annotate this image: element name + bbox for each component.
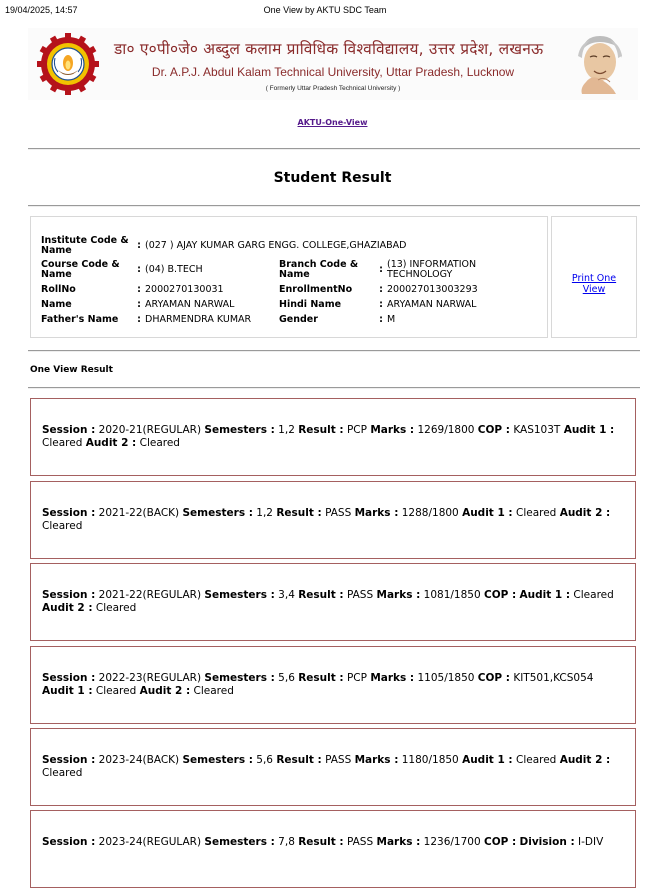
result-field-value: 1,2 [256,507,273,519]
university-banner [28,28,638,100]
result-field-label: Marks : [354,754,399,766]
print-panel [551,216,637,338]
gender-value: M [387,313,396,325]
result-field-value: KIT501,KCS054 [513,672,594,684]
result-card-text [42,424,624,450]
result-field-label: Result : [298,589,344,601]
result-field-label: Result : [298,836,344,848]
print-header [0,0,650,20]
result-field-label: COP : [477,672,510,684]
student-info-table [41,234,497,327]
name-value: ARYAMAN NARWAL [145,298,235,310]
result-field-label: Result : [276,754,322,766]
result-field-label: COP : [483,836,517,848]
result-field-value: 1236/1700 [423,836,481,848]
father-name-label: Father's Name [41,313,119,325]
result-field-label: Audit 1 : [42,685,93,697]
print-page-title: One View by AKTU SDC Team [263,5,387,15]
result-field-value: Cleared [139,437,180,449]
result-field-label: Result : [276,507,322,519]
result-field-label: Audit 2 : [559,754,611,766]
result-field-value: 5,6 [278,672,295,684]
result-field-value: Cleared [95,602,137,614]
result-field-value: 7,8 [278,836,295,848]
print-one-view-link[interactable]: Print One View [571,273,617,295]
university-name-english: Dr. A.P.J. Abdul Kalam Technical University, Uttar Pradesh, Lucknow [151,65,515,79]
result-field-label: Semesters : [204,589,275,601]
father-name-value: DHARMENDRA KUMAR [145,313,252,325]
result-field-value: Cleared [515,507,557,519]
result-field-label: Division : [519,836,575,848]
result-card [30,646,636,724]
aktu-one-view-link[interactable]: AKTU-One-View [297,118,368,127]
result-field-label: Audit 2 : [85,437,137,449]
page-title: Student Result [273,170,392,186]
result-field-label: Semesters : [204,672,275,684]
name-label: Name [41,298,72,310]
result-field-value: 1269/1800 [417,424,475,436]
result-field-label: Marks : [376,836,421,848]
result-field-label: COP : [483,589,517,601]
course-label: Course Code & Name [41,259,120,280]
result-card-text [42,836,624,849]
result-card [30,728,636,806]
result-field-value: Cleared [42,767,83,779]
result-field-label: Semesters : [182,754,253,766]
result-field-label: Audit 1 : [462,754,513,766]
university-name-hindi: डा० ए०पी०जे० अब्दुल कलाम प्राविधिक विश्वविद्यालय, उत्तर प्रदेश, लखनऊ [114,40,544,58]
result-field-label: Audit 1 : [519,589,571,601]
branch-value: (13) INFORMATION TECHNOLOGY [387,259,477,280]
result-field-label: Audit 2 : [139,685,191,697]
result-field-value: PCP [346,672,367,684]
result-field-label: Semesters : [182,507,253,519]
result-field-label: Result : [298,672,344,684]
result-field-label: Marks : [370,424,415,436]
hindi-name-label: Hindi Name [279,298,342,310]
divider [28,148,640,150]
result-field-label: Session : [42,754,96,766]
result-field-value: 2021-22(REGULAR) [98,589,202,601]
result-field-value: PASS [346,836,374,848]
result-field-value: 1180/1850 [401,754,459,766]
enrollment-value: 200027013003293 [387,283,478,295]
one-view-result-heading: One View Result [30,365,113,375]
result-field-value: Cleared [193,685,234,697]
result-field-label: Session : [42,672,96,684]
student-info-panel [30,216,548,338]
result-card-text [42,589,624,615]
result-field-value: 2023-24(BACK) [98,754,180,766]
result-field-value: PASS [346,589,374,601]
divider [28,387,640,389]
result-field-label: COP : [477,424,510,436]
colon: : [379,313,383,325]
colon: : [137,264,141,275]
result-card-text [42,672,624,698]
result-card [30,810,636,888]
result-field-value: 1105/1850 [417,672,475,684]
print-datetime: 19/04/2025, 14:57 [5,5,78,15]
result-field-value: 5,6 [256,754,273,766]
result-field-value: 2022-23(REGULAR) [98,672,202,684]
result-card-text [42,754,624,780]
result-card [30,398,636,476]
result-card-text [42,507,624,533]
result-field-label: Session : [42,836,96,848]
apj-abdul-kalam-portrait-icon [568,30,632,98]
result-field-value: 2021-22(BACK) [98,507,180,519]
rollno-value: 2000270130031 [145,283,224,295]
result-field-label: Marks : [376,589,421,601]
result-field-label: Audit 2 : [42,602,93,614]
colon: : [379,264,383,275]
result-field-value: Cleared [573,589,614,601]
divider [28,205,640,207]
result-field-value: Cleared [515,754,557,766]
result-field-label: Session : [42,424,96,436]
colon: : [137,313,141,325]
result-field-label: Result : [298,424,344,436]
colon: : [137,283,141,295]
result-field-value: KAS103T [513,424,561,436]
rollno-label: RollNo [41,283,76,295]
result-field-value: PASS [325,754,352,766]
result-field-value: PASS [325,507,352,519]
enrollment-label: EnrollmentNo [279,283,353,295]
result-field-label: Audit 2 : [559,507,611,519]
result-field-label: Marks : [354,507,399,519]
institute-value: (027 ) AJAY KUMAR GARG ENGG. COLLEGE,GHAZIABAD [145,240,407,251]
gender-label: Gender [279,313,318,325]
result-field-value: 1,2 [278,424,295,436]
result-field-value: 2020-21(REGULAR) [98,424,202,436]
result-field-label: Marks : [370,672,415,684]
colon: : [379,283,383,295]
result-field-value: 1081/1850 [423,589,481,601]
result-field-label: Session : [42,507,96,519]
result-card [30,481,636,559]
result-field-value: 2023-24(REGULAR) [98,836,202,848]
result-field-value: PCP [346,424,367,436]
result-field-label: Audit 1 : [462,507,513,519]
result-field-label: Session : [42,589,96,601]
result-field-value: Cleared [95,685,137,697]
result-field-value: Cleared [42,437,83,449]
course-value: (04) B.TECH [145,264,203,275]
result-field-value: 1288/1800 [401,507,459,519]
colon: : [137,298,141,310]
result-field-label: Audit 1 : [563,424,615,436]
result-field-value: Cleared [42,520,83,532]
colon: : [379,298,383,310]
institute-label: Institute Code & Name [41,235,129,256]
result-field-label: Semesters : [204,424,275,436]
branch-label: Branch Code & Name [279,259,359,280]
hindi-name-value: ARYAMAN NARWAL [387,298,477,310]
colon: : [137,240,141,251]
result-field-value: I-DIV [578,836,604,848]
result-field-value: 3,4 [278,589,295,601]
formerly-name: ( Formerly Uttar Pradesh Technical University ) [265,85,401,92]
result-field-label: Semesters : [204,836,275,848]
divider [28,350,640,352]
result-card [30,563,636,641]
